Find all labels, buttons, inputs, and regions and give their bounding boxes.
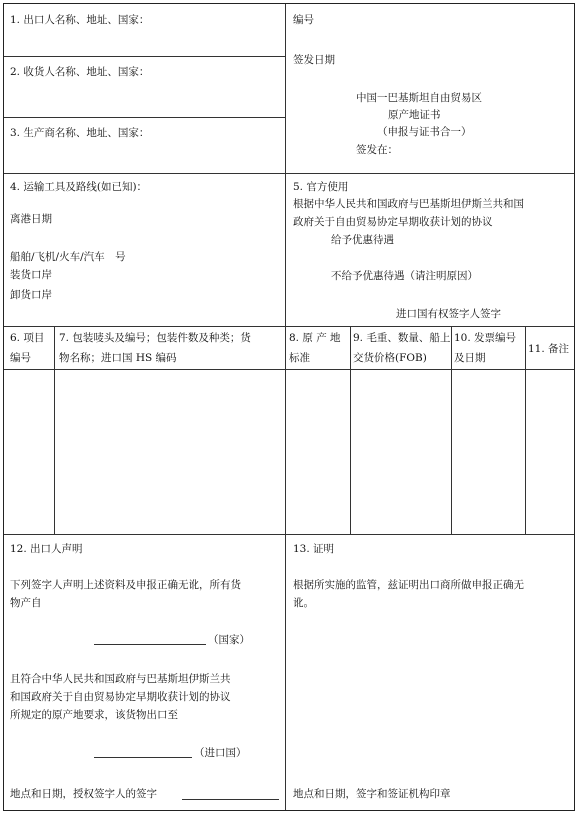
departure-date-label: 离港日期 — [10, 213, 52, 225]
discharge-port-label: 卸货口岸 — [10, 289, 52, 301]
exporter-signature-label: 地点和日期，授权签字人的签字 — [10, 788, 157, 800]
box5-agreement-line2: 政府关于自由贸易协定早期收获计划的协议 — [293, 216, 493, 228]
importing-country-blank[interactable] — [94, 746, 192, 758]
certificate-number-label: 编号 — [293, 14, 314, 26]
col7-marks-description-header-b: 物名称；进口国 HS 编码 — [59, 352, 177, 364]
declaration-line1: 下列签字人声明上述资料及申报正确无讹，所有货 — [10, 579, 241, 591]
divider-col7 — [285, 326, 286, 534]
col9-weight-value-header-b: 交货价格(FOB) — [353, 352, 427, 364]
form-title-line3: （申报与证书合一） — [377, 126, 472, 138]
divider-bottom-middle — [285, 534, 286, 810]
certificate-of-origin-form — [3, 3, 575, 811]
loading-port-label: 装货口岸 — [10, 269, 52, 281]
divider-col9 — [451, 326, 452, 534]
compliance-line2: 和国政府关于自由贸易协定早期收获计划的协议 — [10, 691, 231, 703]
col7-marks-description-header-a: 7. 包装唛头及编号；包装件数及种类；货 — [59, 332, 251, 344]
preference-granted-label: 给予优惠待遇 — [331, 234, 394, 246]
col11-remarks-header: 11. 备注 — [528, 343, 570, 355]
box5-agreement-line1: 根据中华人民共和国政府与巴基斯坦伊斯兰共和国 — [293, 198, 524, 210]
divider-columns-header — [4, 369, 574, 370]
certification-line1: 根据所实施的监管，兹证明出口商所做申报正确无 — [293, 579, 524, 591]
exporter-signature-blank[interactable] — [182, 788, 279, 800]
divider-col8 — [350, 326, 351, 534]
box4-transport-label: 4. 运输工具及路线(如已知)： — [10, 181, 148, 193]
col9-weight-value-header-a: 9. 毛重、数量、船上 — [353, 332, 451, 344]
col6-item-number-header-a: 6. 项目 — [10, 332, 45, 344]
box5-official-use-label: 5. 官方使用 — [293, 181, 349, 193]
col8-origin-criterion-header-a: 8. 原 产 地 — [289, 332, 341, 344]
box2-consignee-label: 2. 收货人名称、地址、国家： — [10, 66, 150, 78]
divider-top-section — [4, 173, 574, 174]
col6-item-number-header-b: 编号 — [10, 352, 31, 364]
divider-columns-top — [4, 326, 574, 327]
importing-authority-signature-label: 进口国有权签字人签字 — [396, 308, 501, 320]
country-blank[interactable] — [94, 633, 206, 645]
box1-exporter-label: 1. 出口人名称、地址、国家： — [10, 14, 150, 26]
certification-line2: 讹。 — [293, 597, 314, 609]
divider-col6 — [54, 326, 55, 534]
form-title-line2: 原产地证书 — [388, 109, 441, 121]
preference-not-granted-label: 不给予优惠待遇（请注明原因） — [331, 270, 478, 282]
vessel-label: 船舶/飞机/火车/汽车 号 — [10, 251, 126, 263]
compliance-line3: 所规定的原产地要求，该货物出口至 — [10, 709, 178, 721]
box3-producer-label: 3. 生产商名称、地址、国家： — [10, 127, 150, 139]
country-label: （国家） — [208, 634, 250, 646]
box12-exporter-declaration-label: 12. 出口人声明 — [10, 543, 83, 555]
compliance-line1: 且符合中华人民共和国政府与巴基斯坦伊斯兰共 — [10, 673, 231, 685]
certifying-authority-signature-label: 地点和日期，签字和签证机构印章 — [293, 788, 451, 800]
divider-top-middle — [285, 4, 286, 326]
form-title-line1: 中国一巴基斯坦自由贸易区 — [356, 92, 482, 104]
declaration-line2: 物产自 — [10, 597, 42, 609]
divider-box2 — [4, 117, 285, 118]
col8-origin-criterion-header-b: 标准 — [289, 352, 310, 364]
col10-invoice-header-b: 及日期 — [454, 352, 486, 364]
issued-in-label: 签发在： — [356, 144, 398, 156]
col10-invoice-header-a: 10. 发票编号 — [454, 332, 517, 344]
divider-box1 — [4, 56, 285, 57]
box13-certification-label: 13. 证明 — [293, 543, 335, 555]
issue-date-label: 签发日期 — [293, 54, 335, 66]
importing-country-label: （进口国） — [194, 747, 247, 759]
divider-bottom-section — [4, 534, 574, 535]
divider-col10 — [525, 326, 526, 534]
